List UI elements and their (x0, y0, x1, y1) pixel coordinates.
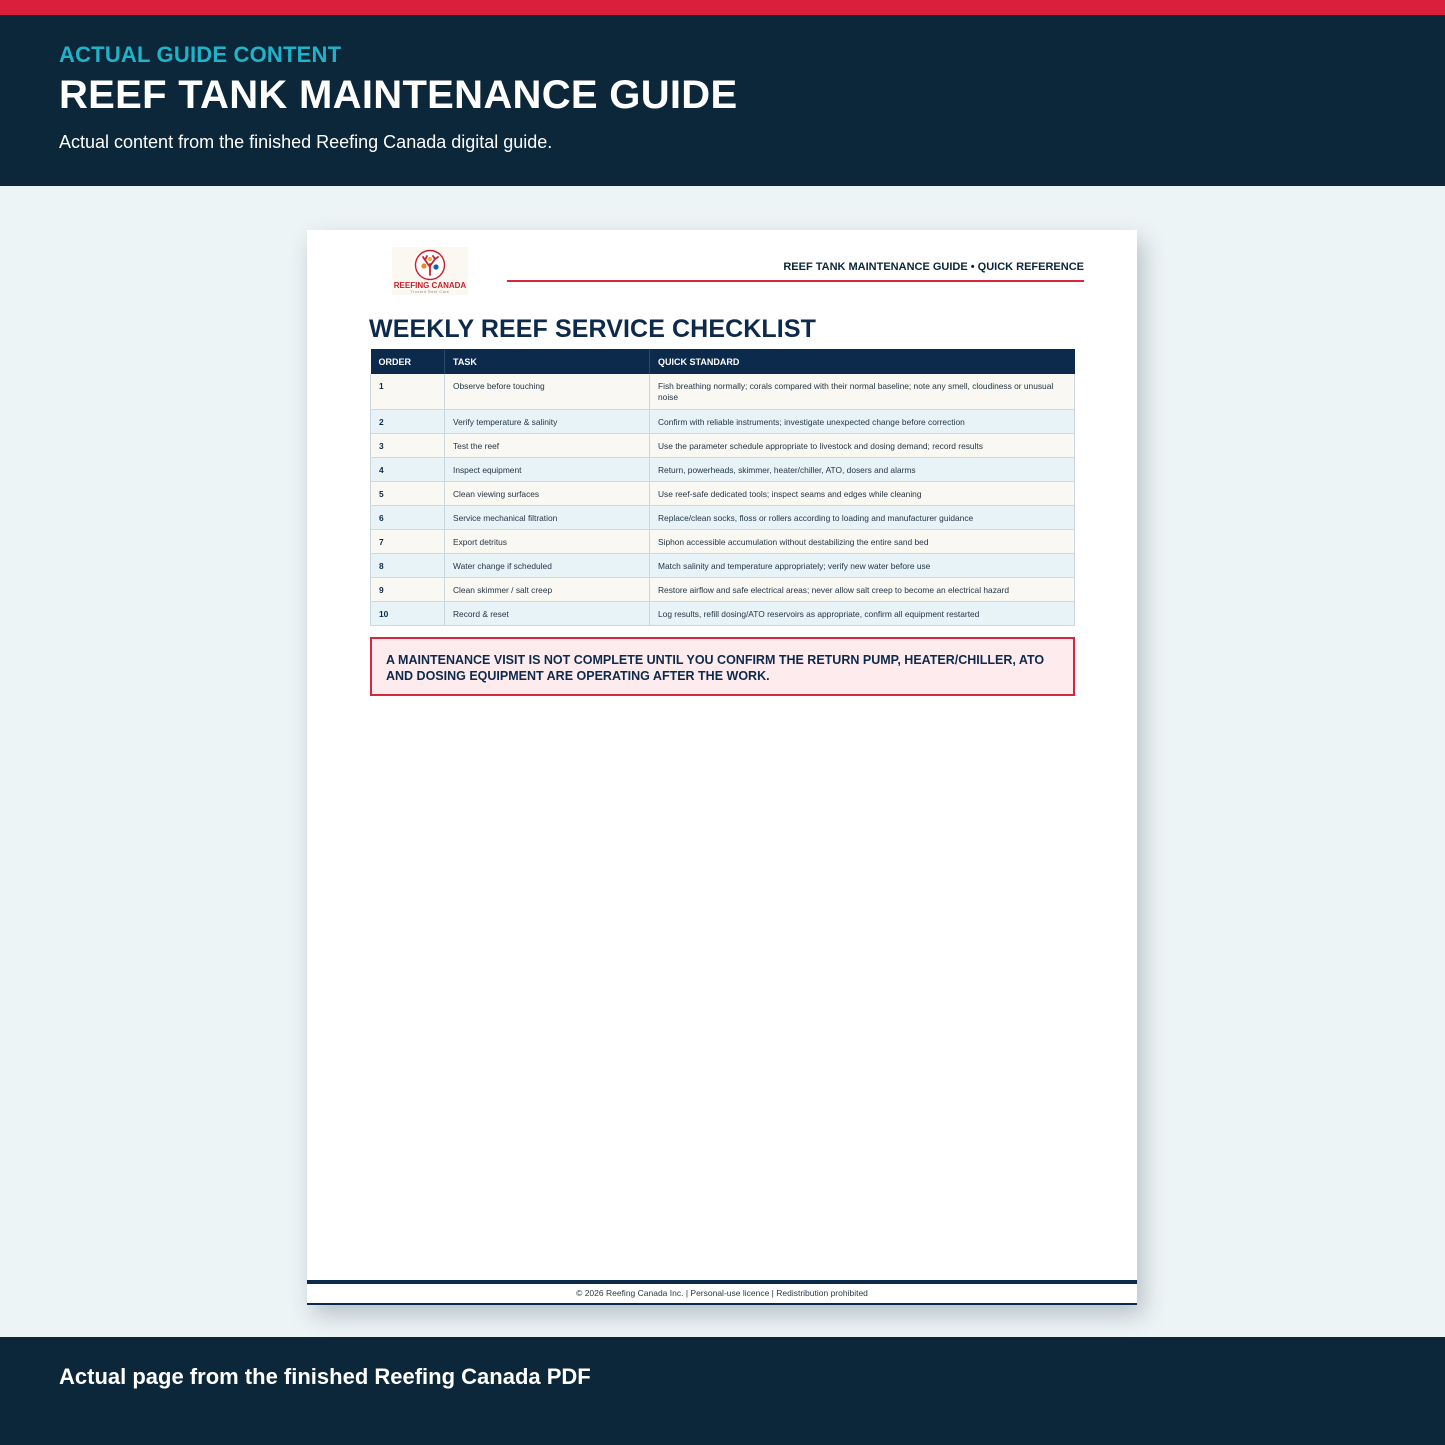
cell-task: Observe before touching (445, 374, 650, 409)
footer-rule (307, 1280, 1137, 1284)
cell-task: Water change if scheduled (445, 553, 650, 577)
table-row (371, 553, 1075, 577)
cell-order: 2 (371, 409, 445, 433)
cell-standard: Return, powerheads, skimmer, heater/chiller, ATO, dosers and alarms (650, 457, 1075, 481)
cell-standard: Match salinity and temperature appropriately; verify new water before use (650, 553, 1075, 577)
table-row (371, 409, 1075, 433)
maintenance-warning-callout: A MAINTENANCE VISIT IS NOT COMPLETE UNTIL YOU CONFIRM THE RETURN PUMP, HEATER/CHILLER, ATO AND DOSING EQUIPMENT ARE OPERATING AFTER THE WORK. (370, 637, 1075, 696)
cell-standard: Siphon accessible accumulation without destabilizing the entire sand bed (650, 529, 1075, 553)
checklist-heading: WEEKLY REEF SERVICE CHECKLIST (369, 315, 816, 343)
reefing-canada-logo (392, 247, 468, 295)
running-header-rule (507, 280, 1084, 282)
cell-standard: Log results, refill dosing/ATO reservoirs as appropriate, confirm all equipment restarted (650, 601, 1075, 625)
cell-order: 8 (371, 553, 445, 577)
copyright-footer: © 2026 Reefing Canada Inc. | Personal-use licence | Redistribution prohibited (576, 1288, 868, 1298)
table-row (371, 481, 1075, 505)
cell-standard: Restore airflow and safe electrical areas; never allow salt creep to become an electrical hazard (650, 577, 1075, 601)
table-row (371, 457, 1075, 481)
table-row (371, 433, 1075, 457)
cell-standard: Fish breathing normally; corals compared with their normal baseline; note any smell, cloudiness or unusual noise (650, 374, 1075, 409)
bottom-caption-band (0, 1337, 1445, 1445)
cell-task: Export detritus (445, 529, 650, 553)
cell-task: Service mechanical filtration (445, 505, 650, 529)
cell-task: Inspect equipment (445, 457, 650, 481)
cell-standard: Use the parameter schedule appropriate to livestock and dosing demand; record results (650, 433, 1075, 457)
cell-task: Verify temperature & salinity (445, 409, 650, 433)
footer-bottom-rule (307, 1303, 1137, 1305)
column-header-task: TASK (445, 349, 650, 374)
table-row (371, 577, 1075, 601)
cell-order: 5 (371, 481, 445, 505)
header-subtitle: Actual content from the finished Reefing Canada digital guide. (59, 132, 553, 152)
cell-order: 1 (371, 374, 445, 409)
cell-standard: Use reef-safe dedicated tools; inspect seams and edges while cleaning (650, 481, 1075, 505)
table-row (371, 529, 1075, 553)
table-row (371, 374, 1075, 409)
cell-order: 4 (371, 457, 445, 481)
cell-standard: Confirm with reliable instruments; investigate unexpected change before correction (650, 409, 1075, 433)
page-header (0, 15, 1445, 186)
cell-order: 3 (371, 433, 445, 457)
cell-order: 7 (371, 529, 445, 553)
cell-order: 9 (371, 577, 445, 601)
table-row (371, 601, 1075, 625)
logo-wordmark: REEFING CANADA (393, 281, 467, 290)
header-eyebrow: ACTUAL GUIDE CONTENT (59, 42, 342, 67)
logo-tagline: Trusted Reef Care (410, 290, 450, 294)
bottom-caption: Actual page from the finished Reefing Canada PDF (59, 1364, 591, 1389)
cell-task: Record & reset (445, 601, 650, 625)
column-header-quick-standard: QUICK STANDARD (650, 349, 1075, 374)
checklist-table (370, 349, 1075, 626)
cell-standard: Replace/clean socks, floss or rollers according to loading and manufacturer guidance (650, 505, 1075, 529)
top-accent-stripe (0, 0, 1445, 15)
page-title: REEF TANK MAINTENANCE GUIDE (59, 73, 738, 117)
table-row (371, 505, 1075, 529)
cell-task: Clean viewing surfaces (445, 481, 650, 505)
cell-task: Test the reef (445, 433, 650, 457)
coral-logo-icon (414, 249, 446, 281)
cell-order: 6 (371, 505, 445, 529)
column-header-order: ORDER (371, 349, 445, 374)
table-header-row (371, 349, 1075, 374)
document-page-preview (307, 230, 1137, 1305)
cell-task: Clean skimmer / salt creep (445, 577, 650, 601)
cell-order: 10 (371, 601, 445, 625)
running-header: REEF TANK MAINTENANCE GUIDE • QUICK REFERENCE (783, 261, 1084, 273)
